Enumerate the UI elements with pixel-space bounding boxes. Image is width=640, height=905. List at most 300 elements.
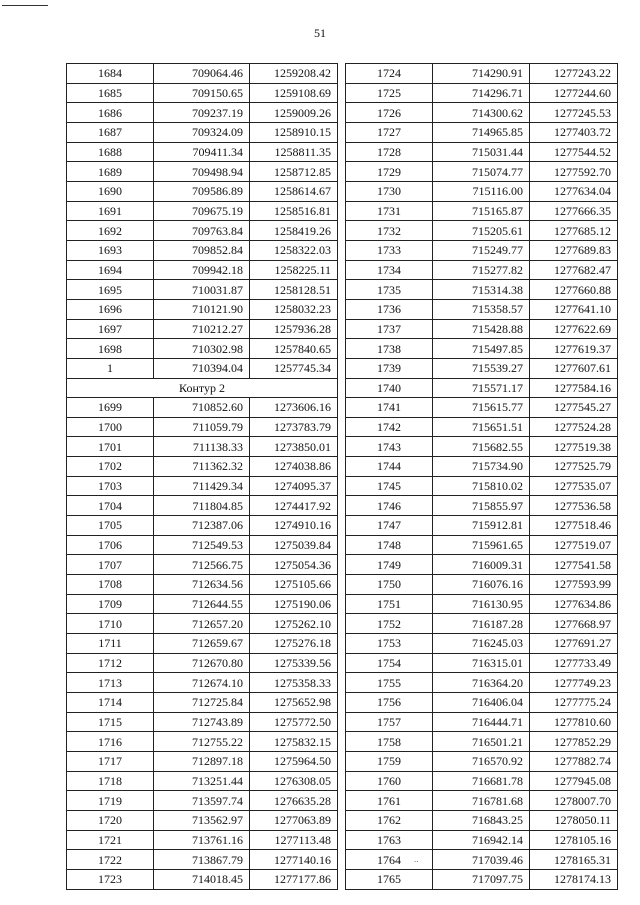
y-coordinate-cell: 1277749.23 <box>530 673 618 693</box>
x-coordinate-cell: 713562.97 <box>154 810 250 830</box>
x-coordinate-cell: 716781.68 <box>433 791 530 811</box>
table-row <box>67 280 338 300</box>
point-number-cell: 1702 <box>67 457 154 477</box>
x-coordinate-cell: 716315.01 <box>433 653 530 673</box>
y-coordinate-cell: 1277592.70 <box>530 162 618 182</box>
x-coordinate-cell: 714290.91 <box>433 64 530 84</box>
y-coordinate-cell: 1277544.52 <box>530 142 618 162</box>
y-coordinate-cell: 1277634.04 <box>530 181 618 201</box>
table-row <box>67 103 338 123</box>
table-row <box>346 299 618 319</box>
x-coordinate-cell: 715615.77 <box>433 398 530 418</box>
x-coordinate-cell: 710121.90 <box>154 299 250 319</box>
table-row <box>67 496 338 516</box>
point-number-cell: 1753 <box>346 634 433 654</box>
table-row <box>67 142 338 162</box>
x-coordinate-cell: 709150.65 <box>154 83 250 103</box>
y-coordinate-cell: 1275262.10 <box>250 614 338 634</box>
x-coordinate-cell: 710031.87 <box>154 280 250 300</box>
y-coordinate-cell: 1277622.69 <box>530 319 618 339</box>
table-row <box>346 496 618 516</box>
point-number-cell: 1704 <box>67 496 154 516</box>
top-rule <box>2 5 48 6</box>
table-row <box>346 240 618 260</box>
y-coordinate-cell: 1277775.24 <box>530 693 618 713</box>
x-coordinate-cell: 716942.14 <box>433 830 530 850</box>
point-number-cell: 1714 <box>67 693 154 713</box>
y-coordinate-cell: 1277668.97 <box>530 614 618 634</box>
point-number-cell: 1727 <box>346 122 433 142</box>
x-coordinate-cell: 711138.33 <box>154 437 250 457</box>
x-coordinate-cell: 709411.34 <box>154 142 250 162</box>
point-number-cell: 1695 <box>67 280 154 300</box>
point-number-cell: 1694 <box>67 260 154 280</box>
point-number-cell: 1701 <box>67 437 154 457</box>
table-row <box>346 830 618 850</box>
point-number-cell: 1691 <box>67 201 154 221</box>
point-number-cell: 1708 <box>67 575 154 595</box>
point-number-cell: 1739 <box>346 358 433 378</box>
x-coordinate-cell: 715428.88 <box>433 319 530 339</box>
point-number-cell: 1748 <box>346 535 433 555</box>
point-number-cell: 1736 <box>346 299 433 319</box>
y-coordinate-cell: 1275832.15 <box>250 732 338 752</box>
y-coordinate-cell: 1275964.50 <box>250 751 338 771</box>
x-coordinate-cell: 713867.79 <box>154 850 250 870</box>
x-coordinate-cell: 716570.92 <box>433 751 530 771</box>
point-number-cell: 1725 <box>346 83 433 103</box>
x-coordinate-cell: 709064.46 <box>154 64 250 84</box>
table-row <box>67 83 338 103</box>
table-row <box>346 142 618 162</box>
table-row <box>67 240 338 260</box>
x-coordinate-cell: 712387.06 <box>154 516 250 536</box>
x-coordinate-cell: 715358.57 <box>433 299 530 319</box>
x-coordinate-cell: 709675.19 <box>154 201 250 221</box>
point-number-cell: 1711 <box>67 634 154 654</box>
x-coordinate-cell: 711429.34 <box>154 476 250 496</box>
y-coordinate-cell: 1277113.48 <box>250 830 338 850</box>
x-coordinate-cell: 717039.46 <box>433 850 530 870</box>
point-number-cell: 1722 <box>67 850 154 870</box>
point-number-cell: 1761 <box>346 791 433 811</box>
table-row <box>346 201 618 221</box>
table-row <box>67 476 338 496</box>
y-coordinate-cell: 1274095.37 <box>250 476 338 496</box>
table-row <box>346 810 618 830</box>
y-coordinate-cell: 1258811.35 <box>250 142 338 162</box>
point-number-cell: 1 <box>67 358 154 378</box>
table-row <box>67 221 338 241</box>
point-number-cell: 1716 <box>67 732 154 752</box>
table-row <box>67 201 338 221</box>
point-number-cell: 1693 <box>67 240 154 260</box>
point-number-cell: 1760 <box>346 771 433 791</box>
y-coordinate-cell: 1277244.60 <box>530 83 618 103</box>
table-row <box>67 555 338 575</box>
point-number-cell: 1697 <box>67 319 154 339</box>
y-coordinate-cell: 1258516.81 <box>250 201 338 221</box>
table-row <box>346 398 618 418</box>
point-number-cell: 1733 <box>346 240 433 260</box>
x-coordinate-cell: 715074.77 <box>433 162 530 182</box>
x-coordinate-cell: 714296.71 <box>433 83 530 103</box>
y-coordinate-cell: 1258322.03 <box>250 240 338 260</box>
y-coordinate-cell: 1273783.79 <box>250 417 338 437</box>
y-coordinate-cell: 1275652.98 <box>250 693 338 713</box>
x-coordinate-cell: 715031.44 <box>433 142 530 162</box>
table-row <box>346 358 618 378</box>
y-coordinate-cell: 1276308.05 <box>250 771 338 791</box>
y-coordinate-cell: 1278105.16 <box>530 830 618 850</box>
x-coordinate-cell: 716130.95 <box>433 594 530 614</box>
x-coordinate-cell: 712743.89 <box>154 712 250 732</box>
point-number-cell: 1728 <box>346 142 433 162</box>
point-number-cell: 1742 <box>346 417 433 437</box>
y-coordinate-cell: 1277666.35 <box>530 201 618 221</box>
x-coordinate-cell: 712644.55 <box>154 594 250 614</box>
y-coordinate-cell: 1258225.11 <box>250 260 338 280</box>
table-row <box>346 653 618 673</box>
table-row <box>67 575 338 595</box>
x-coordinate-cell: 716843.25 <box>433 810 530 830</box>
table-row <box>346 614 618 634</box>
coordinates-table-left <box>66 63 338 890</box>
point-number-cell: 1713 <box>67 673 154 693</box>
point-number-cell: 1720 <box>67 810 154 830</box>
point-number-cell: 1684 <box>67 64 154 84</box>
contour-label: Контур 2 <box>67 378 338 398</box>
point-number-cell: 1756 <box>346 693 433 713</box>
table-row <box>346 869 618 889</box>
x-coordinate-cell: 716681.78 <box>433 771 530 791</box>
table-row <box>346 634 618 654</box>
y-coordinate-cell: 1278165.31 <box>530 850 618 870</box>
x-coordinate-cell: 715314.38 <box>433 280 530 300</box>
x-coordinate-cell: 715912.81 <box>433 516 530 536</box>
y-coordinate-cell: 1277243.22 <box>530 64 618 84</box>
x-coordinate-cell: 710394.04 <box>154 358 250 378</box>
y-coordinate-cell: 1277519.07 <box>530 535 618 555</box>
x-coordinate-cell: 713761.16 <box>154 830 250 850</box>
table-row <box>346 575 618 595</box>
table-row <box>67 535 338 555</box>
table-row <box>67 319 338 339</box>
x-coordinate-cell: 716245.03 <box>433 634 530 654</box>
x-coordinate-cell: 716444.71 <box>433 712 530 732</box>
x-coordinate-cell: 715116.00 <box>433 181 530 201</box>
y-coordinate-cell: 1258128.51 <box>250 280 338 300</box>
y-coordinate-cell: 1275190.06 <box>250 594 338 614</box>
x-coordinate-cell: 709942.18 <box>154 260 250 280</box>
y-coordinate-cell: 1277689.83 <box>530 240 618 260</box>
point-number-cell: 1726 <box>346 103 433 123</box>
x-coordinate-cell: 709763.84 <box>154 221 250 241</box>
y-coordinate-cell: 1277882.74 <box>530 751 618 771</box>
point-number-cell: 1758 <box>346 732 433 752</box>
x-coordinate-cell: 715734.90 <box>433 457 530 477</box>
table-row <box>346 771 618 791</box>
point-number-cell: 1703 <box>67 476 154 496</box>
table-row <box>346 64 618 84</box>
x-coordinate-cell: 716187.28 <box>433 614 530 634</box>
y-coordinate-cell: 1278174.13 <box>530 869 618 889</box>
y-coordinate-cell: 1277063.89 <box>250 810 338 830</box>
table-row <box>67 594 338 614</box>
y-coordinate-cell: 1277140.16 <box>250 850 338 870</box>
point-number-cell: 1709 <box>67 594 154 614</box>
table-row <box>67 122 338 142</box>
x-coordinate-cell: 716406.04 <box>433 693 530 713</box>
table-row <box>67 162 338 182</box>
y-coordinate-cell: 1277685.12 <box>530 221 618 241</box>
y-coordinate-cell: 1277593.99 <box>530 575 618 595</box>
y-coordinate-cell: 1277525.79 <box>530 457 618 477</box>
table-row <box>346 103 618 123</box>
point-number-cell: 1740 <box>346 378 433 398</box>
y-coordinate-cell: 1273850.01 <box>250 437 338 457</box>
point-number-cell: 1696 <box>67 299 154 319</box>
footer-mark: .. <box>414 854 419 864</box>
y-coordinate-cell: 1275339.56 <box>250 653 338 673</box>
y-coordinate-cell: 1277810.60 <box>530 712 618 732</box>
point-number-cell: 1763 <box>346 830 433 850</box>
x-coordinate-cell: 715539.27 <box>433 358 530 378</box>
point-number-cell: 1689 <box>67 162 154 182</box>
y-coordinate-cell: 1277641.10 <box>530 299 618 319</box>
table-row <box>67 437 338 457</box>
point-number-cell: 1717 <box>67 751 154 771</box>
table-row <box>67 457 338 477</box>
table-row <box>346 280 618 300</box>
table-row <box>346 594 618 614</box>
table-row <box>346 850 618 870</box>
y-coordinate-cell: 1257936.28 <box>250 319 338 339</box>
table-row <box>346 712 618 732</box>
x-coordinate-cell: 715810.02 <box>433 476 530 496</box>
point-number-cell: 1688 <box>67 142 154 162</box>
table-row <box>346 417 618 437</box>
point-number-cell: 1751 <box>346 594 433 614</box>
table-row <box>67 398 338 418</box>
table-row <box>67 634 338 654</box>
x-coordinate-cell: 711362.32 <box>154 457 250 477</box>
x-coordinate-cell: 712634.56 <box>154 575 250 595</box>
y-coordinate-cell: 1258614.67 <box>250 181 338 201</box>
table-row <box>67 378 338 398</box>
x-coordinate-cell: 712725.84 <box>154 693 250 713</box>
x-coordinate-cell: 709498.94 <box>154 162 250 182</box>
x-coordinate-cell: 716009.31 <box>433 555 530 575</box>
x-coordinate-cell: 712549.53 <box>154 535 250 555</box>
point-number-cell: 1738 <box>346 339 433 359</box>
y-coordinate-cell: 1277535.07 <box>530 476 618 496</box>
table-row <box>346 751 618 771</box>
y-coordinate-cell: 1259208.42 <box>250 64 338 84</box>
y-coordinate-cell: 1259108.69 <box>250 83 338 103</box>
y-coordinate-cell: 1277536.58 <box>530 496 618 516</box>
table-row <box>346 476 618 496</box>
y-coordinate-cell: 1275358.33 <box>250 673 338 693</box>
table-row <box>67 339 338 359</box>
point-number-cell: 1685 <box>67 83 154 103</box>
x-coordinate-cell: 717097.75 <box>433 869 530 889</box>
y-coordinate-cell: 1273606.16 <box>250 398 338 418</box>
x-coordinate-cell: 714965.85 <box>433 122 530 142</box>
y-coordinate-cell: 1274417.92 <box>250 496 338 516</box>
y-coordinate-cell: 1258419.26 <box>250 221 338 241</box>
y-coordinate-cell: 1277245.53 <box>530 103 618 123</box>
table-row <box>346 791 618 811</box>
table-row <box>67 64 338 84</box>
y-coordinate-cell: 1275772.50 <box>250 712 338 732</box>
y-coordinate-cell: 1277660.88 <box>530 280 618 300</box>
point-number-cell: 1687 <box>67 122 154 142</box>
x-coordinate-cell: 712566.75 <box>154 555 250 575</box>
table-row <box>67 417 338 437</box>
point-number-cell: 1715 <box>67 712 154 732</box>
y-coordinate-cell: 1277607.61 <box>530 358 618 378</box>
point-number-cell: 1743 <box>346 437 433 457</box>
point-number-cell: 1744 <box>346 457 433 477</box>
x-coordinate-cell: 713597.74 <box>154 791 250 811</box>
table-row <box>346 83 618 103</box>
page-number: 51 <box>314 26 326 40</box>
x-coordinate-cell: 712657.20 <box>154 614 250 634</box>
table-row <box>346 555 618 575</box>
x-coordinate-cell: 716076.16 <box>433 575 530 595</box>
x-coordinate-cell: 714300.62 <box>433 103 530 123</box>
table-row <box>346 122 618 142</box>
y-coordinate-cell: 1275039.84 <box>250 535 338 555</box>
table-row <box>67 810 338 830</box>
x-coordinate-cell: 715855.97 <box>433 496 530 516</box>
x-coordinate-cell: 711804.85 <box>154 496 250 516</box>
point-number-cell: 1729 <box>346 162 433 182</box>
table-row <box>67 653 338 673</box>
table-row <box>346 457 618 477</box>
x-coordinate-cell: 715961.65 <box>433 535 530 555</box>
table-row <box>67 771 338 791</box>
x-coordinate-cell: 716364.20 <box>433 673 530 693</box>
point-number-cell: 1759 <box>346 751 433 771</box>
point-number-cell: 1762 <box>346 810 433 830</box>
y-coordinate-cell: 1277545.27 <box>530 398 618 418</box>
y-coordinate-cell: 1277733.49 <box>530 653 618 673</box>
point-number-cell: 1765 <box>346 869 433 889</box>
y-coordinate-cell: 1277518.46 <box>530 516 618 536</box>
x-coordinate-cell: 709852.84 <box>154 240 250 260</box>
x-coordinate-cell: 715651.51 <box>433 417 530 437</box>
x-coordinate-cell: 715165.87 <box>433 201 530 221</box>
y-coordinate-cell: 1276635.28 <box>250 791 338 811</box>
point-number-cell: 1749 <box>346 555 433 575</box>
point-number-cell: 1698 <box>67 339 154 359</box>
point-number-cell: 1686 <box>67 103 154 123</box>
table-row <box>67 181 338 201</box>
y-coordinate-cell: 1277584.16 <box>530 378 618 398</box>
table-row <box>346 437 618 457</box>
table-row <box>346 319 618 339</box>
point-number-cell: 1745 <box>346 476 433 496</box>
point-number-cell: 1731 <box>346 201 433 221</box>
point-number-cell: 1755 <box>346 673 433 693</box>
table-row <box>346 181 618 201</box>
point-number-cell: 1724 <box>346 64 433 84</box>
point-number-cell: 1705 <box>67 516 154 536</box>
y-coordinate-cell: 1259009.26 <box>250 103 338 123</box>
table-row <box>346 260 618 280</box>
point-number-cell: 1712 <box>67 653 154 673</box>
point-number-cell: 1710 <box>67 614 154 634</box>
point-number-cell: 1735 <box>346 280 433 300</box>
point-number-cell: 1754 <box>346 653 433 673</box>
y-coordinate-cell: 1257840.65 <box>250 339 338 359</box>
table-row <box>67 850 338 870</box>
table-row <box>346 693 618 713</box>
table-row <box>67 693 338 713</box>
table-row <box>346 162 618 182</box>
table-row <box>346 732 618 752</box>
point-number-cell: 1750 <box>346 575 433 595</box>
y-coordinate-cell: 1277691.27 <box>530 634 618 654</box>
point-number-cell: 1737 <box>346 319 433 339</box>
x-coordinate-cell: 710212.27 <box>154 319 250 339</box>
table-row <box>67 673 338 693</box>
table-row <box>346 339 618 359</box>
y-coordinate-cell: 1278050.11 <box>530 810 618 830</box>
point-number-cell: 1718 <box>67 771 154 791</box>
y-coordinate-cell: 1258910.15 <box>250 122 338 142</box>
y-coordinate-cell: 1277682.47 <box>530 260 618 280</box>
x-coordinate-cell: 713251.44 <box>154 771 250 791</box>
point-number-cell: 1723 <box>67 869 154 889</box>
y-coordinate-cell: 1275105.66 <box>250 575 338 595</box>
coordinates-table-right <box>345 63 618 890</box>
point-number-cell: 1699 <box>67 398 154 418</box>
table-row <box>67 299 338 319</box>
x-coordinate-cell: 715682.55 <box>433 437 530 457</box>
point-number-cell: 1757 <box>346 712 433 732</box>
point-number-cell: 1732 <box>346 221 433 241</box>
y-coordinate-cell: 1277634.86 <box>530 594 618 614</box>
x-coordinate-cell: 711059.79 <box>154 417 250 437</box>
point-number-cell: 1746 <box>346 496 433 516</box>
x-coordinate-cell: 709324.09 <box>154 122 250 142</box>
y-coordinate-cell: 1277852.29 <box>530 732 618 752</box>
x-coordinate-cell: 715497.85 <box>433 339 530 359</box>
point-number-cell: 1719 <box>67 791 154 811</box>
table-row <box>346 516 618 536</box>
point-number-cell: 1721 <box>67 830 154 850</box>
y-coordinate-cell: 1277403.72 <box>530 122 618 142</box>
y-coordinate-cell: 1275054.36 <box>250 555 338 575</box>
y-coordinate-cell: 1277524.28 <box>530 417 618 437</box>
y-coordinate-cell: 1278007.70 <box>530 791 618 811</box>
table-row <box>67 791 338 811</box>
point-number-cell: 1747 <box>346 516 433 536</box>
table-row <box>346 673 618 693</box>
x-coordinate-cell: 716501.21 <box>433 732 530 752</box>
table-row <box>67 712 338 732</box>
point-number-cell: 1692 <box>67 221 154 241</box>
y-coordinate-cell: 1277945.08 <box>530 771 618 791</box>
x-coordinate-cell: 710302.98 <box>154 339 250 359</box>
y-coordinate-cell: 1258712.85 <box>250 162 338 182</box>
y-coordinate-cell: 1257745.34 <box>250 358 338 378</box>
point-number-cell: 1730 <box>346 181 433 201</box>
table-row <box>67 751 338 771</box>
